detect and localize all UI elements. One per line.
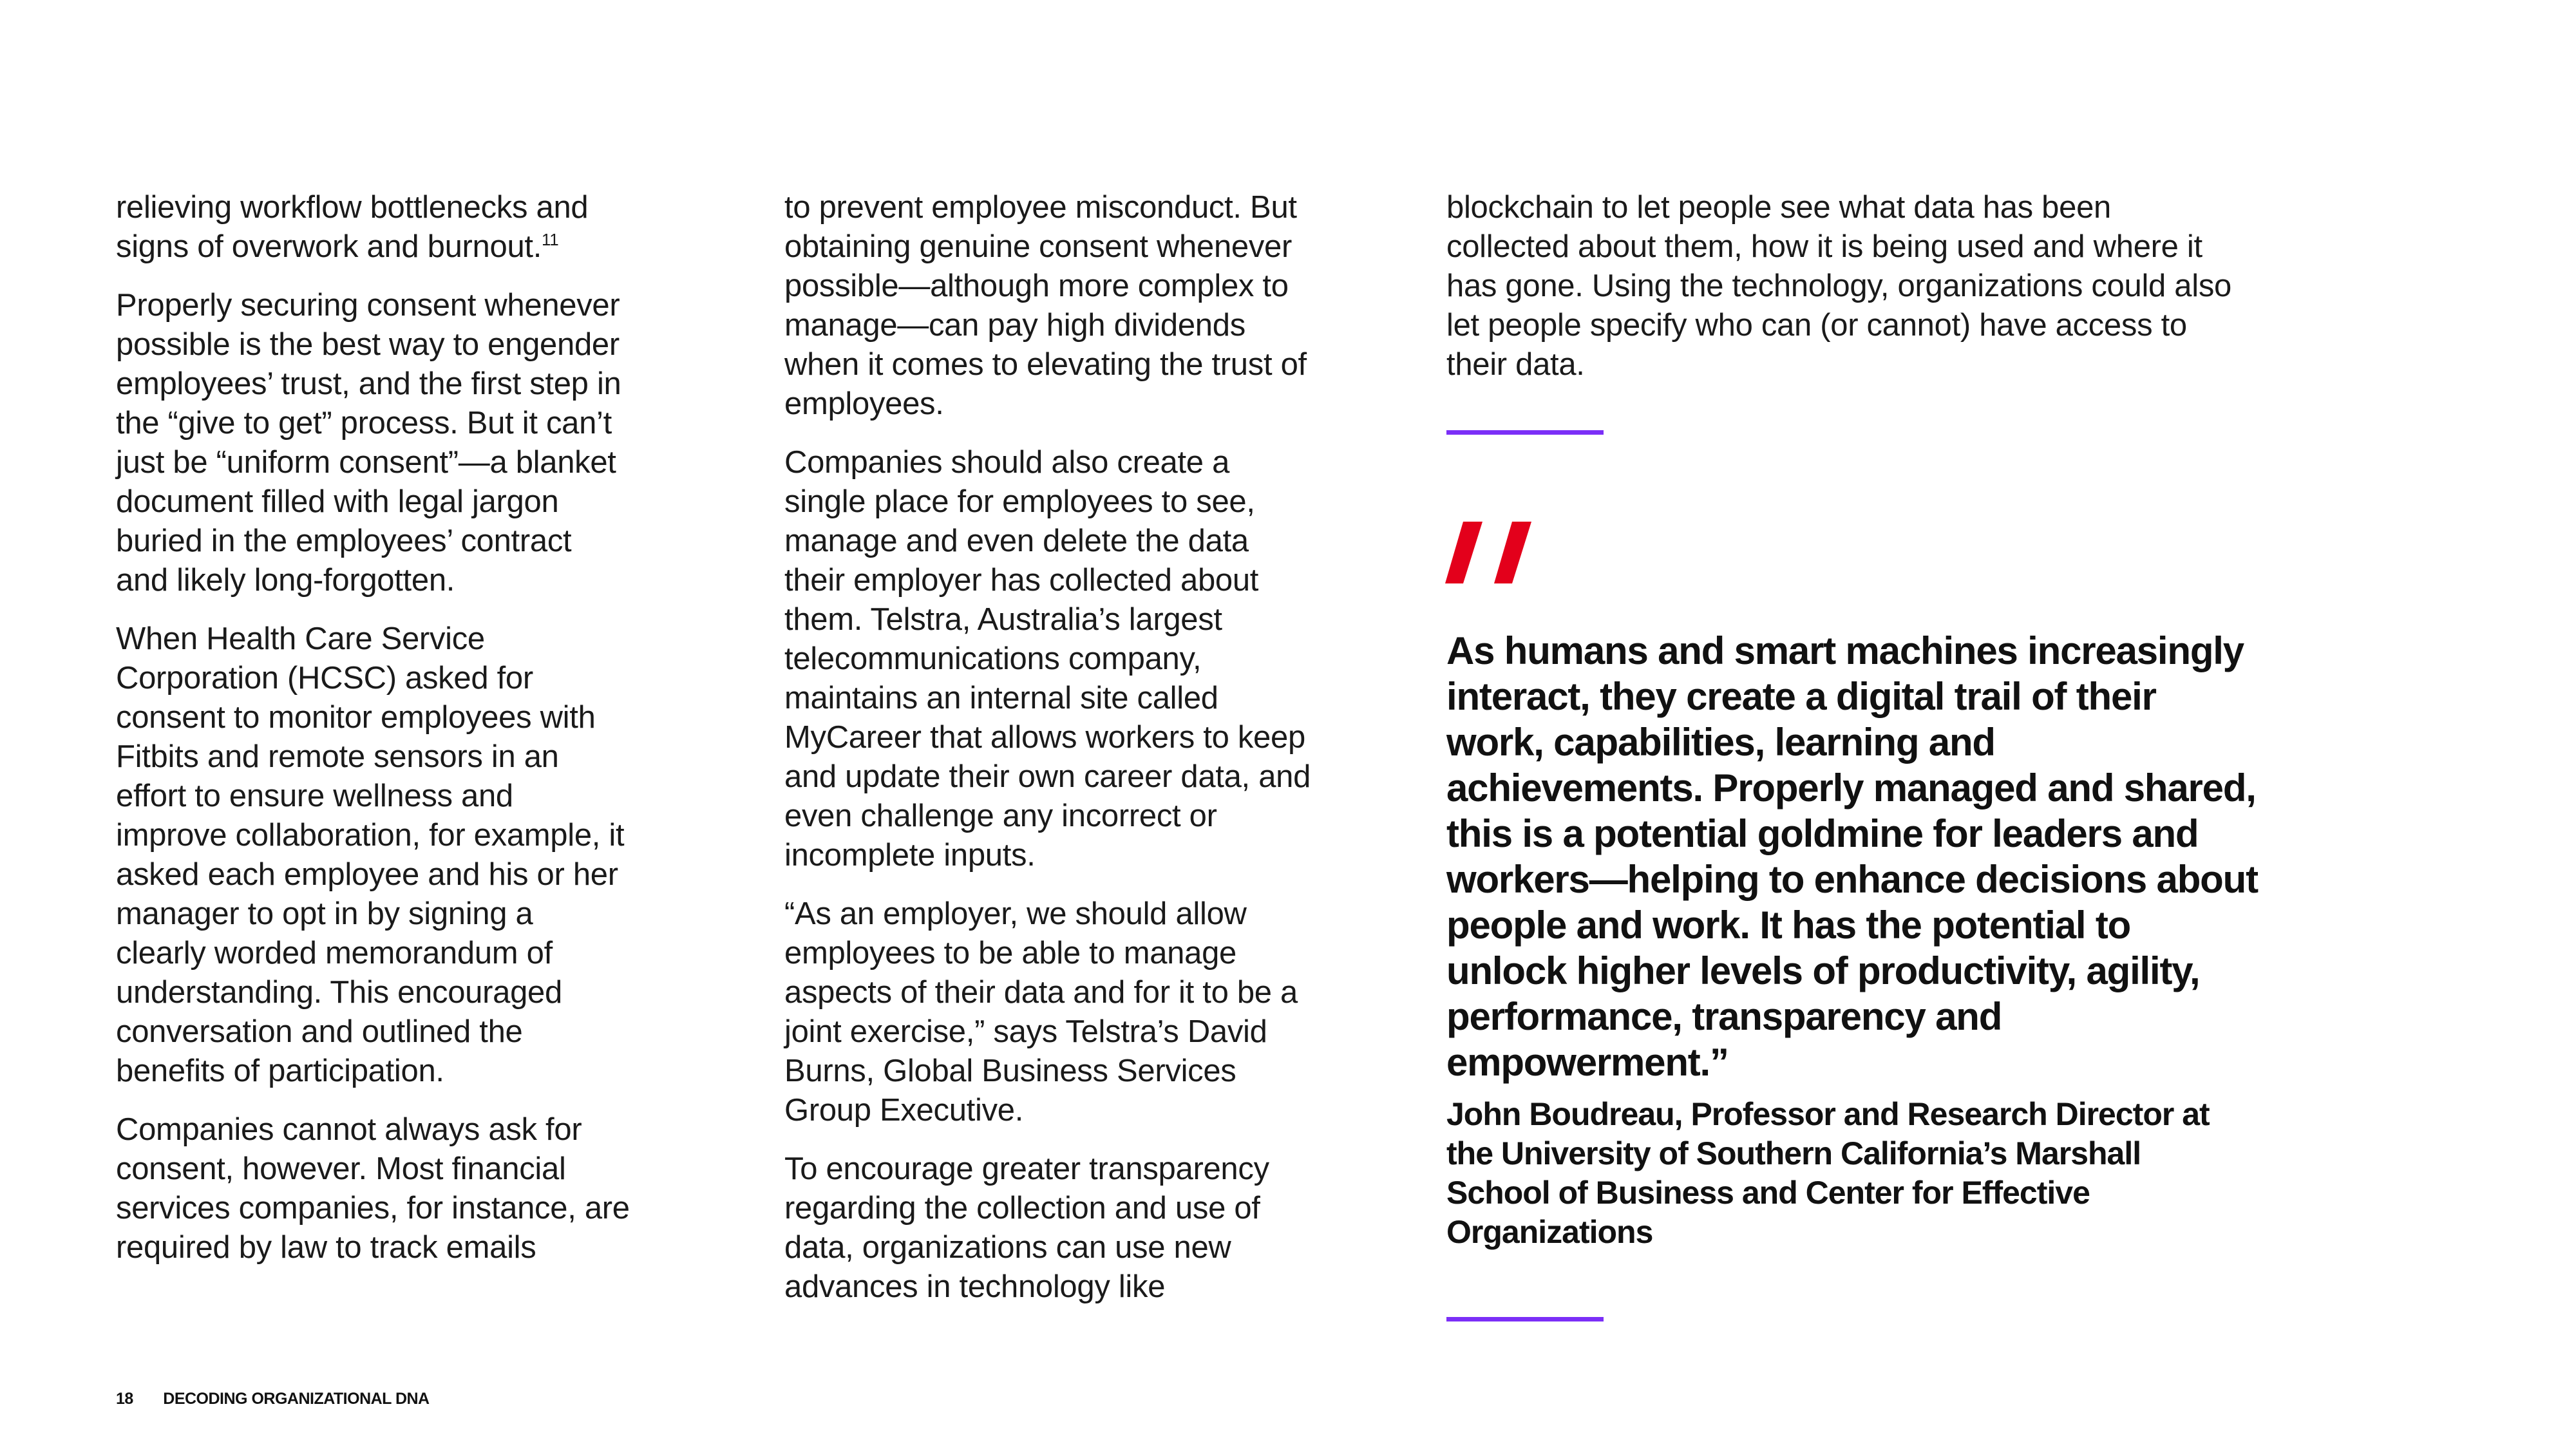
page-number: 18 <box>116 1390 133 1408</box>
accent-divider-bottom <box>1446 1317 1604 1321</box>
paragraph: relieving workflow bottlenecks and signs of overwork and burnout.$^{11}$ <box>116 190 589 264</box>
text-column-1 <box>116 188 631 1287</box>
quote-attribution: John Boudreau, Professor and Research Director at the University of Southern California’s Marshall School of Business and Center for Effective Organizations <box>1446 1096 2210 1250</box>
paragraph: to prevent employee misconduct. But obtaining genuine consent whenever possible—although more complex to manage—can pay high dividends when it comes to elevating the trust of employees. <box>784 190 1307 421</box>
paragraph: Companies should also create a single place for employees to see, manage and even delete the data their employer has collected about them. Telstra, Australia’s largest telecommunications company, maintains an internal site called MyCareer that allows workers to keep and update their own career data, and even challenge any incorrect or incomplete inputs. <box>784 445 1311 873</box>
page-footer <box>116 1390 430 1408</box>
paragraph: Companies cannot always ask for consent, however. Most financial services companies, for instance, are required by law to track emails <box>116 1112 630 1265</box>
paragraph: To encourage greater transparency regarding the collection and use of data, organizations can use new advances in technology like <box>784 1151 1269 1304</box>
publication-title: DECODING ORGANIZATIONAL DNA <box>163 1390 430 1408</box>
pull-quote: As humans and smart machines increasingly interact, they create a digital trail of their work, capabilities, learning and achievements. Properly managed and shared, this is a potential goldmine for leaders and workers—helping to enhance decisions about people and work. It has the potential to unlock higher levels of productivity, agility, performance, transparency and empowerment.” <box>1446 629 2258 1084</box>
text-column-3 <box>1446 188 2232 404</box>
text-column-2 <box>784 188 1312 1326</box>
paragraph: blockchain to let people see what data has been collected about them, how it is being used and where it has gone. Using the technology, organizations could also let people specify who can (or cannot) have access to their data. <box>1446 190 2231 382</box>
paragraph: Properly securing consent whenever possible is the best way to engender employees’ trust, and the first step in the “give to get” process. But it can’t just be “uniform consent”—a blanket document filled with legal jargon buried in the employees’ contract and likely long-forgotten. <box>116 288 621 598</box>
open-quote-icon <box>1445 520 1548 585</box>
paragraph: “As an employer, we should allow employees to be able to manage aspects of their data and for it to be a joint exercise,” says Telstra’s David Burns, Global Business Services Group Executive. <box>784 896 1298 1128</box>
accent-divider-top <box>1446 430 1604 435</box>
paragraph: When Health Care Service Corporation (HCSC) asked for consent to monitor employees with Fitbits and remote sensors in an effort to ensure wellness and improve collaboration, for example, it asked each employee and his or her manager to opt in by signing a clearly worded memorandum of understanding. This encouraged conversation and outlined the benefits of participation. <box>116 621 625 1088</box>
footnote-marker: 11 <box>542 230 559 249</box>
